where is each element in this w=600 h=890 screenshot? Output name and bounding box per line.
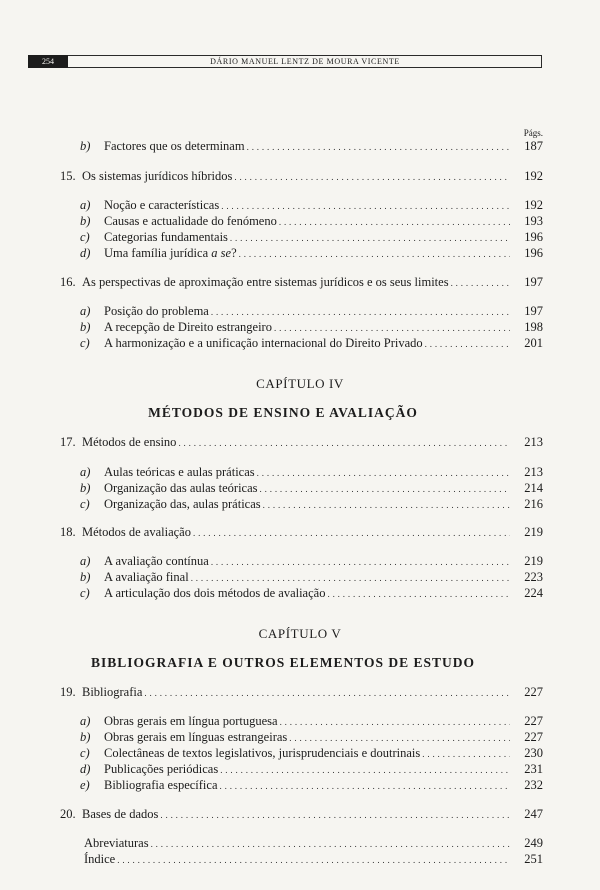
dot-leader <box>117 852 510 868</box>
page-ref: 219 <box>524 525 543 539</box>
toc-entry-19d[interactable]: d) Publicações periódicas . . . 231 <box>80 761 543 778</box>
dot-leader <box>220 762 510 778</box>
page-ref: 197 <box>524 304 543 318</box>
dot-leader <box>279 214 510 230</box>
page-ref: 249 <box>524 836 543 850</box>
toc-entry-15a[interactable]: a) Noção e características . . . 192 <box>80 197 543 214</box>
dot-leader <box>230 230 510 246</box>
toc-entry-16[interactable]: 16. As perspectivas de aproximação entre sistemas jurídicos e os seus limites . . . 197 <box>60 274 543 291</box>
page-ref: 213 <box>524 465 543 479</box>
toc-entry-17a[interactable]: a) Aulas teóricas e aulas práticas . . . 213 <box>80 464 543 481</box>
page-ref: 196 <box>524 246 543 260</box>
toc-entry-18c[interactable]: c) A articulação dos dois métodos de avaliação . . . 224 <box>80 585 543 602</box>
toc-entry-16c[interactable]: c) A harmonização e a unificação internacional do Direito Privado . . . 201 <box>80 335 543 352</box>
dot-leader <box>151 836 510 852</box>
dot-leader <box>234 169 510 185</box>
dot-leader <box>160 807 510 823</box>
toc-entry-19a[interactable]: a) Obras gerais em língua portuguesa . . . 227 <box>80 713 543 730</box>
dot-leader <box>274 320 510 336</box>
dot-leader <box>260 481 510 497</box>
dot-leader <box>247 139 510 155</box>
toc-entry-19c[interactable]: c) Colectâneas de textos legislativos, jurisprudenciais e doutrinais . . . 230 <box>80 745 543 762</box>
page-ref: 219 <box>524 554 543 568</box>
dot-leader <box>289 730 510 746</box>
running-title: DÁRIO MANUEL LENTZ DE MOURA VICENTE <box>210 57 400 66</box>
page-ref: 213 <box>524 435 543 449</box>
chapter-title: BIBLIOGRAFIA E OUTROS ELEMENTOS DE ESTUDO <box>91 655 475 670</box>
toc-entry-20[interactable]: 20. Bases de dados . . . 247 <box>60 806 543 823</box>
page-ref: 223 <box>524 570 543 584</box>
chapter-label: CAPÍTULO IV <box>256 376 344 391</box>
dot-leader <box>280 714 510 730</box>
toc-entry-17b[interactable]: b) Organização das aulas teóricas . . . 214 <box>80 480 543 497</box>
toc-entry-15c[interactable]: c) Categorias fundamentais . . . 196 <box>80 229 543 246</box>
toc-entry-16b[interactable]: b) A recepção de Direito estrangeiro . . . 198 <box>80 319 543 336</box>
toc-entry-14b[interactable]: b) Factores que os determinam . . . 187 <box>80 138 543 155</box>
page-ref: 187 <box>524 139 543 153</box>
page-ref: 216 <box>524 497 543 511</box>
toc-entry-18[interactable]: 18. Métodos de avaliação . . . 219 <box>60 524 543 541</box>
dot-leader <box>211 304 510 320</box>
dot-leader <box>327 586 510 602</box>
dot-leader <box>178 435 510 451</box>
dot-leader <box>425 336 510 352</box>
toc-entry-17c[interactable]: c) Organização das, aulas práticas . . . 216 <box>80 496 543 513</box>
page-ref: 232 <box>524 778 543 792</box>
page-ref: 214 <box>524 481 543 495</box>
toc-entry-19[interactable]: 19. Bibliografia . . . 227 <box>60 684 543 701</box>
page-ref: 231 <box>524 762 543 776</box>
toc-entry-19e[interactable]: e) Bibliografia específica . . . 232 <box>80 777 543 794</box>
dot-leader <box>193 525 510 541</box>
page-ref: 227 <box>524 685 543 699</box>
page-ref: 201 <box>524 336 543 350</box>
dot-leader <box>257 465 510 481</box>
page-number: 254 <box>28 55 68 68</box>
page-ref: 247 <box>524 807 543 821</box>
dot-leader <box>211 554 510 570</box>
dot-leader <box>191 570 510 586</box>
toc-entry-indice[interactable]: Índice . . . 251 <box>84 851 543 868</box>
dot-leader <box>220 778 511 794</box>
running-header <box>28 55 542 68</box>
page-ref: 227 <box>524 714 543 728</box>
toc-entry-17[interactable]: 17. Métodos de ensino . . . 213 <box>60 434 543 451</box>
dot-leader <box>263 497 510 513</box>
toc-entry-abreviaturas[interactable]: Abreviaturas . . . 249 <box>84 835 543 852</box>
toc-entry-15b[interactable]: b) Causas e actualidade do fenómeno . . . 193 <box>80 213 543 230</box>
chapter-title: MÉTODOS DE ENSINO E AVALIAÇÃO <box>148 405 418 420</box>
page-ref: 251 <box>524 852 543 866</box>
dot-leader <box>451 275 510 291</box>
dot-leader <box>422 746 510 762</box>
chapter-label: CAPÍTULO V <box>258 626 342 641</box>
toc-entry-16a[interactable]: a) Posição do problema . . . 197 <box>80 303 543 320</box>
dot-leader <box>221 198 510 214</box>
page-ref: 193 <box>524 214 543 228</box>
pages-column-label: Págs. <box>523 128 543 138</box>
page-ref: 224 <box>524 586 543 600</box>
toc-entry-15d[interactable]: d) Uma família jurídica a se? . . . 196 <box>80 245 543 262</box>
page-ref: 196 <box>524 230 543 244</box>
toc-entry-19b[interactable]: b) Obras gerais em línguas estrangeiras . . . 227 <box>80 729 543 746</box>
page-ref: 192 <box>524 169 543 183</box>
page-ref: 197 <box>524 275 543 289</box>
toc-entry-18b[interactable]: b) A avaliação final . . . 223 <box>80 569 543 586</box>
dot-leader <box>239 246 510 262</box>
dot-leader <box>144 685 510 701</box>
toc-entry-18a[interactable]: a) A avaliação contínua . . . 219 <box>80 553 543 570</box>
page-ref: 227 <box>524 730 543 744</box>
page-ref: 230 <box>524 746 543 760</box>
page-ref: 198 <box>524 320 543 334</box>
page-ref: 192 <box>524 198 543 212</box>
toc-entry-15[interactable]: 15. Os sistemas jurídicos híbridos . . . 192 <box>60 168 543 185</box>
